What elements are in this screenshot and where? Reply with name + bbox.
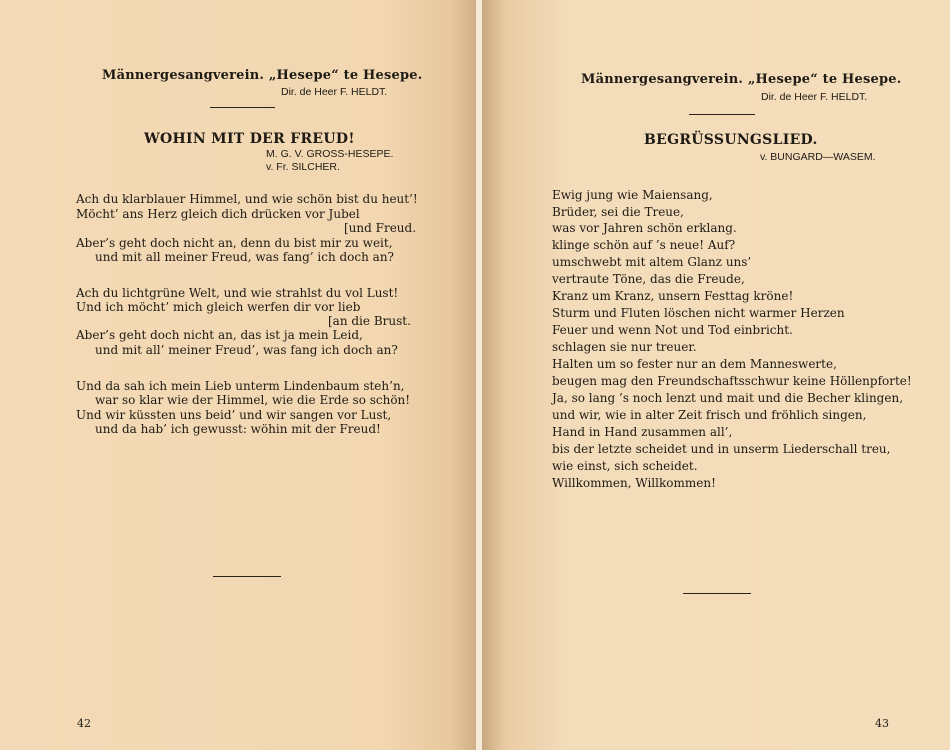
- society-heading: Männergesangverein. „Hesepe“ te Hesepe.: [102, 68, 423, 83]
- lyric-line: und da hab’ ich gewusst: wöhin mit der Freud!: [95, 422, 381, 436]
- lyric-line: war so klar wie der Himmel, wie die Erde so schön!: [95, 393, 411, 407]
- divider: [213, 576, 281, 577]
- lyric-line: Hand in Hand zusammen all’,: [552, 425, 733, 439]
- lyric-line: [und Freud.: [344, 221, 417, 235]
- lyric-line: umschwebt mit altem Glanz uns’: [552, 255, 752, 269]
- lyric-line: Und da sah ich mein Lieb unterm Lindenbaum steh’n,: [76, 379, 405, 393]
- lyric-line: Feuer und wenn Not und Tod einbricht.: [552, 323, 793, 337]
- composer-credit: M. G. V. GROSS-HESEPE.: [266, 148, 394, 160]
- lyric-line: und mit all’ meiner Freud’, was fang ich doch an?: [95, 343, 398, 357]
- composer-credit: v. Fr. SILCHER.: [266, 161, 340, 173]
- lyric-line: wie einst, sich scheidet.: [552, 459, 698, 473]
- director-credit: Dir. de Heer F. HELDT.: [761, 91, 868, 103]
- lyric-line: klinge schön auf ’s neue! Auf?: [552, 238, 736, 252]
- lyric-line: und mit all meiner Freud, was fang’ ich doch an?: [95, 250, 394, 264]
- lyric-line: Ach du klarblauer Himmel, und wie schön bist du heut’!: [76, 192, 418, 206]
- lyric-line: beugen mag den Freundschaftsschwur keine Höllenpforte!: [552, 374, 912, 388]
- page-number: 43: [875, 717, 889, 730]
- lyric-line: Sturm und Fluten löschen nicht warmer Herzen: [552, 306, 845, 320]
- right-page: [482, 0, 950, 750]
- lyric-line: Willkommen, Willkommen!: [552, 476, 716, 490]
- lyric-line: Aber’s geht doch nicht an, das ist ja mein Leid,: [76, 328, 363, 342]
- divider: [689, 114, 755, 115]
- lyric-line: Ja, so lang ’s noch lenzt und mait und die Becher klingen,: [552, 391, 904, 405]
- song-title: WOHIN MIT DER FREUD!: [144, 131, 355, 147]
- page-number: 42: [77, 717, 91, 730]
- song-title: BEGRÜSSUNGSLIED.: [644, 132, 818, 148]
- lyric-line: Brüder, sei die Treue,: [552, 205, 684, 219]
- lyric-line: Halten um so fester nur an dem Manneswerte,: [552, 357, 837, 371]
- lyric-line: [an die Brust.: [328, 314, 411, 328]
- lyric-line: Aber’s geht doch nicht an, denn du bist mir zu weit,: [76, 236, 393, 250]
- lyric-line: Und ich möcht’ mich gleich werfen dir vor lieb: [76, 300, 361, 314]
- divider: [683, 593, 751, 594]
- lyric-line: vertraute Töne, das die Freude,: [552, 272, 745, 286]
- director-credit: Dir. de Heer F. HELDT.: [281, 86, 388, 98]
- society-heading: Männergesangverein. „Hesepe“ te Hesepe.: [581, 72, 902, 87]
- composer-credit: v. BUNGARD—WASEM.: [760, 151, 876, 163]
- lyric-line: Ewig jung wie Maiensang,: [552, 188, 713, 202]
- lyric-line: Möcht’ ans Herz gleich dich drücken vor Jubel: [76, 207, 360, 221]
- lyric-line: Und wir küssten uns beid’ und wir sangen vor Lust,: [76, 408, 392, 422]
- lyric-line: Kranz um Kranz, unsern Festtag kröne!: [552, 289, 794, 303]
- divider: [210, 107, 275, 108]
- lyric-line: schlagen sie nur treuer.: [552, 340, 697, 354]
- lyric-line: Ach du lichtgrüne Welt, und wie strahlst du vol Lust!: [76, 286, 399, 300]
- lyric-line: bis der letzte scheidet und in unserm Liederschall treu,: [552, 442, 891, 456]
- lyric-line: was vor Jahren schön erklang.: [552, 221, 737, 235]
- lyric-line: und wir, wie in alter Zeit frisch und fröhlich singen,: [552, 408, 867, 422]
